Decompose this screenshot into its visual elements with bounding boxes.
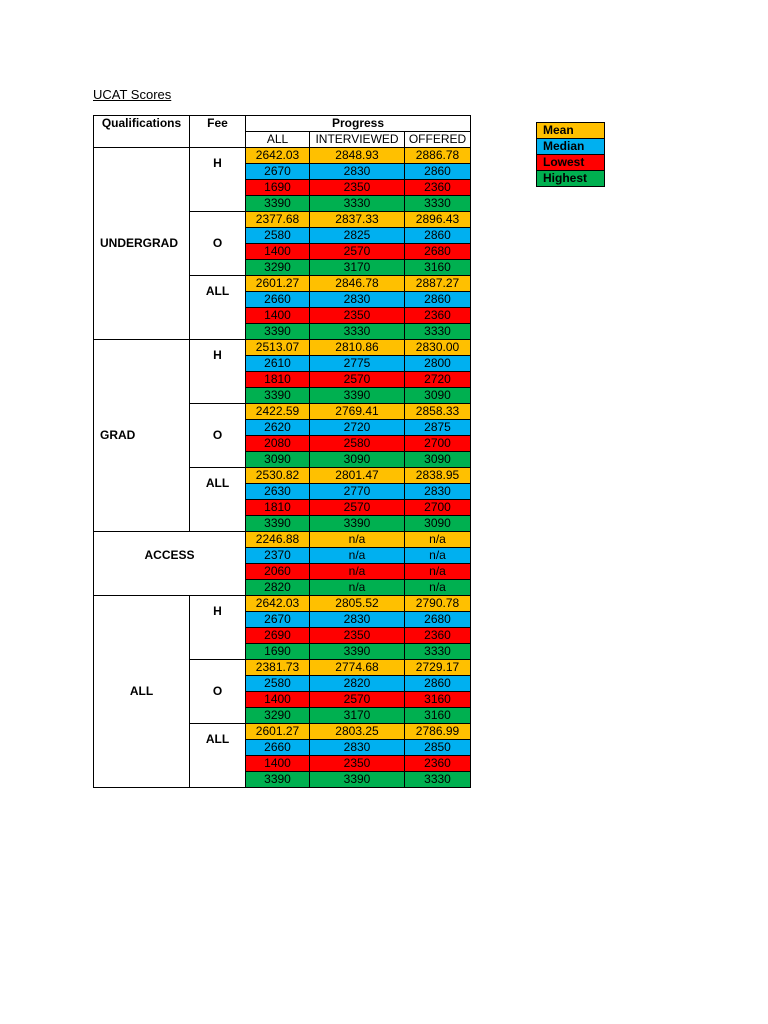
cell-highest-all: 3390 — [246, 388, 310, 404]
cell-mean-offered: 2786.99 — [405, 724, 471, 740]
cell-lowest-interviewed: n/a — [310, 564, 405, 580]
cell-lowest-all: 1400 — [246, 692, 310, 708]
cell-mean-interviewed: 2810.86 — [310, 340, 405, 356]
cell-median-interviewed: 2830 — [310, 292, 405, 308]
cell-mean-all: 2642.03 — [246, 148, 310, 164]
cell-median-offered: 2860 — [405, 164, 471, 180]
cell-highest-all: 3390 — [246, 772, 310, 788]
cell-mean-offered: 2886.78 — [405, 148, 471, 164]
cell-median-offered: 2680 — [405, 612, 471, 628]
cell-median-all: 2670 — [246, 164, 310, 180]
cell-mean-all: 2601.27 — [246, 276, 310, 292]
group-label-all: ALL — [94, 596, 190, 788]
table-row — [94, 148, 471, 164]
cell-highest-offered: 3090 — [405, 388, 471, 404]
cell-mean-interviewed: 2769.41 — [310, 404, 405, 420]
cell-highest-interviewed: 3330 — [310, 324, 405, 340]
legend-lowest: Lowest — [537, 155, 605, 171]
cell-median-all: 2660 — [246, 740, 310, 756]
header-progress: Progress — [246, 116, 471, 132]
table-row — [94, 532, 471, 548]
legend-mean: Mean — [537, 123, 605, 139]
cell-median-interviewed: 2830 — [310, 612, 405, 628]
cell-highest-all: 1690 — [246, 644, 310, 660]
cell-lowest-all: 2060 — [246, 564, 310, 580]
cell-mean-offered: 2830.00 — [405, 340, 471, 356]
cell-lowest-all: 2080 — [246, 436, 310, 452]
legend-median: Median — [537, 139, 605, 155]
cell-mean-interviewed: 2846.78 — [310, 276, 405, 292]
cell-median-all: 2660 — [246, 292, 310, 308]
cell-highest-offered: 3330 — [405, 772, 471, 788]
cell-mean-interviewed: 2801.47 — [310, 468, 405, 484]
cell-mean-offered: 2858.33 — [405, 404, 471, 420]
cell-mean-offered: 2790.78 — [405, 596, 471, 612]
cell-lowest-offered: n/a — [405, 564, 471, 580]
cell-median-offered: 2860 — [405, 676, 471, 692]
cell-mean-offered: n/a — [405, 532, 471, 548]
cell-highest-offered: 3090 — [405, 516, 471, 532]
cell-mean-interviewed: 2848.93 — [310, 148, 405, 164]
cell-mean-interviewed: 2837.33 — [310, 212, 405, 228]
cell-highest-interviewed: 3330 — [310, 196, 405, 212]
fee-label: O — [190, 404, 246, 468]
cell-highest-interviewed: 3390 — [310, 772, 405, 788]
cell-median-interviewed: 2775 — [310, 356, 405, 372]
cell-highest-interviewed: n/a — [310, 580, 405, 596]
cell-median-interviewed: n/a — [310, 548, 405, 564]
cell-median-interviewed: 2720 — [310, 420, 405, 436]
cell-highest-all: 3290 — [246, 260, 310, 276]
cell-mean-all: 2530.82 — [246, 468, 310, 484]
cell-median-interviewed: 2830 — [310, 164, 405, 180]
cell-lowest-interviewed: 2570 — [310, 500, 405, 516]
cell-highest-offered: 3160 — [405, 260, 471, 276]
cell-lowest-offered: 2680 — [405, 244, 471, 260]
header-all: ALL — [246, 132, 310, 148]
group-label-undergrad: UNDERGRAD — [94, 148, 190, 340]
cell-highest-offered: n/a — [405, 580, 471, 596]
cell-median-offered: 2860 — [405, 228, 471, 244]
cell-lowest-interviewed: 2580 — [310, 436, 405, 452]
cell-mean-offered: 2887.27 — [405, 276, 471, 292]
cell-mean-all: 2381.73 — [246, 660, 310, 676]
fee-label: H — [190, 596, 246, 660]
cell-mean-all: 2246.88 — [246, 532, 310, 548]
fee-label: ALL — [190, 276, 246, 340]
header-interviewed: INTERVIEWED — [310, 132, 405, 148]
cell-highest-interviewed: 3170 — [310, 708, 405, 724]
cell-highest-offered: 3330 — [405, 196, 471, 212]
cell-lowest-interviewed: 2350 — [310, 628, 405, 644]
cell-lowest-interviewed: 2570 — [310, 692, 405, 708]
cell-median-offered: 2850 — [405, 740, 471, 756]
cell-mean-offered: 2896.43 — [405, 212, 471, 228]
cell-lowest-offered: 2360 — [405, 180, 471, 196]
fee-label: ALL — [190, 724, 246, 788]
cell-lowest-offered: 2700 — [405, 436, 471, 452]
cell-mean-interviewed: n/a — [310, 532, 405, 548]
cell-highest-interviewed: 3170 — [310, 260, 405, 276]
legend — [536, 122, 605, 187]
fee-label: O — [190, 660, 246, 724]
cell-lowest-all: 1400 — [246, 756, 310, 772]
cell-lowest-interviewed: 2570 — [310, 244, 405, 260]
cell-highest-offered: 3090 — [405, 452, 471, 468]
table-row — [94, 340, 471, 356]
cell-lowest-all: 1400 — [246, 244, 310, 260]
cell-median-offered: 2830 — [405, 484, 471, 500]
cell-mean-all: 2601.27 — [246, 724, 310, 740]
cell-lowest-offered: 2720 — [405, 372, 471, 388]
cell-highest-interviewed: 3090 — [310, 452, 405, 468]
cell-highest-all: 3090 — [246, 452, 310, 468]
cell-lowest-offered: 3160 — [405, 692, 471, 708]
cell-lowest-interviewed: 2350 — [310, 756, 405, 772]
cell-mean-interviewed: 2805.52 — [310, 596, 405, 612]
header-fee: Fee — [190, 116, 246, 148]
cell-mean-all: 2422.59 — [246, 404, 310, 420]
header-offered: OFFERED — [405, 132, 471, 148]
cell-lowest-interviewed: 2350 — [310, 180, 405, 196]
ucat-scores-table — [93, 115, 471, 788]
cell-mean-interviewed: 2803.25 — [310, 724, 405, 740]
cell-lowest-offered: 2360 — [405, 628, 471, 644]
cell-lowest-all: 1400 — [246, 308, 310, 324]
fee-label: O — [190, 212, 246, 276]
cell-highest-all: 3290 — [246, 708, 310, 724]
cell-mean-interviewed: 2774.68 — [310, 660, 405, 676]
cell-median-offered: n/a — [405, 548, 471, 564]
cell-median-all: 2580 — [246, 676, 310, 692]
fee-label: H — [190, 148, 246, 212]
cell-median-all: 2580 — [246, 228, 310, 244]
fee-label: ALL — [190, 468, 246, 532]
cell-lowest-all: 1810 — [246, 500, 310, 516]
cell-mean-offered: 2729.17 — [405, 660, 471, 676]
cell-highest-offered: 3330 — [405, 324, 471, 340]
cell-median-all: 2370 — [246, 548, 310, 564]
table-body — [94, 148, 471, 788]
cell-highest-all: 3390 — [246, 196, 310, 212]
fee-label: H — [190, 340, 246, 404]
cell-mean-offered: 2838.95 — [405, 468, 471, 484]
cell-median-all: 2670 — [246, 612, 310, 628]
cell-lowest-all: 1690 — [246, 180, 310, 196]
cell-median-interviewed: 2830 — [310, 740, 405, 756]
cell-median-all: 2630 — [246, 484, 310, 500]
cell-lowest-all: 1810 — [246, 372, 310, 388]
cell-highest-interviewed: 3390 — [310, 516, 405, 532]
cell-median-interviewed: 2770 — [310, 484, 405, 500]
page-title: UCAT Scores — [93, 87, 172, 102]
cell-lowest-offered: 2360 — [405, 308, 471, 324]
cell-lowest-interviewed: 2350 — [310, 308, 405, 324]
group-label-grad: GRAD — [94, 340, 190, 532]
cell-lowest-interviewed: 2570 — [310, 372, 405, 388]
cell-highest-interviewed: 3390 — [310, 388, 405, 404]
cell-median-interviewed: 2820 — [310, 676, 405, 692]
cell-highest-interviewed: 3390 — [310, 644, 405, 660]
header-qualifications: Qualifications — [94, 116, 190, 148]
cell-median-offered: 2875 — [405, 420, 471, 436]
cell-highest-all: 3390 — [246, 324, 310, 340]
table-row — [94, 596, 471, 612]
cell-lowest-offered: 2700 — [405, 500, 471, 516]
cell-highest-all: 2820 — [246, 580, 310, 596]
cell-lowest-offered: 2360 — [405, 756, 471, 772]
cell-mean-all: 2513.07 — [246, 340, 310, 356]
cell-lowest-all: 2690 — [246, 628, 310, 644]
cell-median-all: 2620 — [246, 420, 310, 436]
cell-median-offered: 2800 — [405, 356, 471, 372]
cell-median-interviewed: 2825 — [310, 228, 405, 244]
cell-highest-offered: 3160 — [405, 708, 471, 724]
cell-highest-offered: 3330 — [405, 644, 471, 660]
cell-highest-all: 3390 — [246, 516, 310, 532]
legend-highest: Highest — [537, 171, 605, 187]
cell-median-offered: 2860 — [405, 292, 471, 308]
group-label-access: ACCESS — [94, 532, 246, 596]
cell-median-all: 2610 — [246, 356, 310, 372]
cell-mean-all: 2377.68 — [246, 212, 310, 228]
cell-mean-all: 2642.03 — [246, 596, 310, 612]
